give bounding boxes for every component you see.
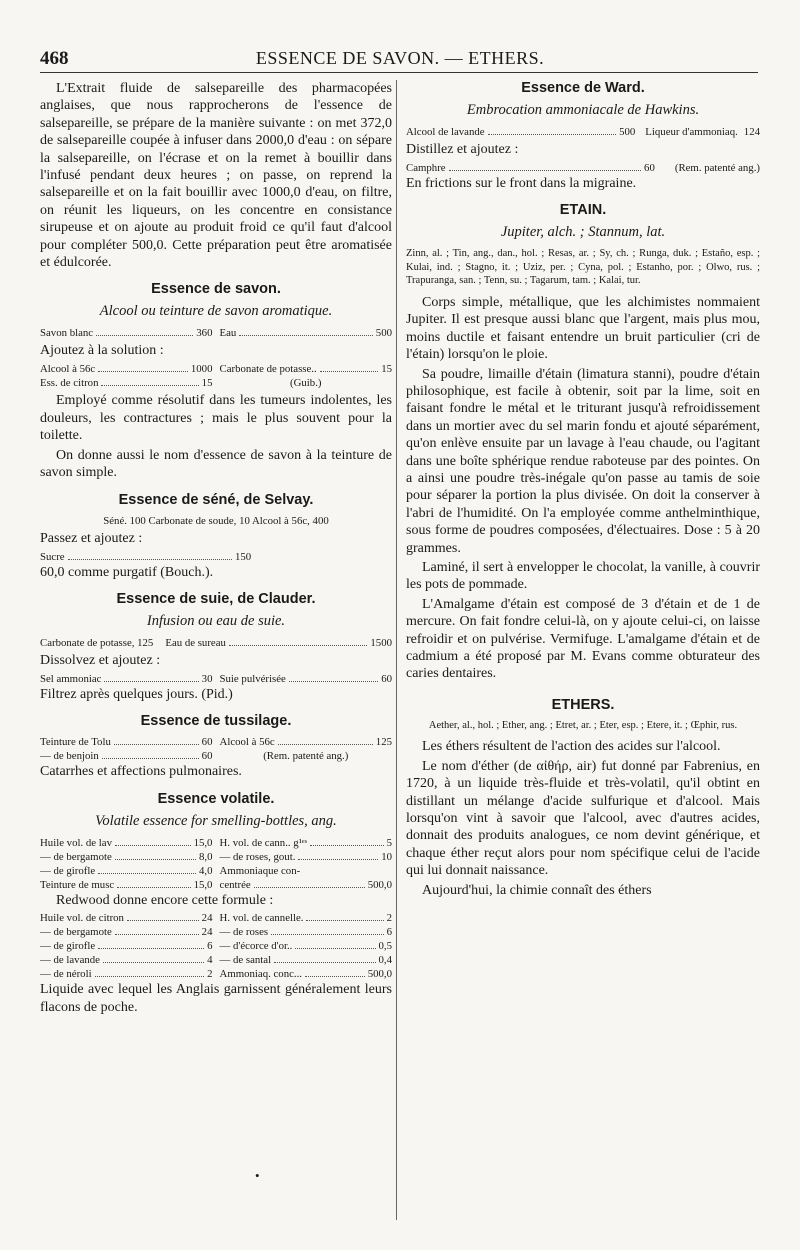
salsepareille-paragraph: L'Extrait fluide de salsepareille des pharmacopées anglaises, que nous rapprocherons de l'essence de salsepareille, se prépare de la manière suivante : on met 372,0 de salsepareille coupée à infuser dans 2000,0 d'eau : on sépare la salsepareille, on l'écrase et on la remet à bouillir dans l'infusé pendant deux heures ; on passe, on reprend la salsepareille et on la fait bouillir avec 1000,0 d'eau, on filtre, on réunit les liqueurs, on les concentre en consistance sirupeuse et on ajoute au produit froid ce qu'il faut d'alcool pour compléter 500,0. Cette préparation peut être aromatisée et édulcorée. [40, 81, 392, 271]
paragraph: 60,0 comme purgatif (Bouch.). [40, 564, 214, 580]
ingredients-sene: Séné. 100 Carbonate de soude, 10 Alcool à 56c, 400 [103, 514, 329, 527]
ingredient-row: — de girofle 6 [40, 940, 213, 953]
ingredient-row: — de lavande 4 [40, 954, 213, 967]
paragraph: Liquide avec lequel les Anglais garnissent généralement leurs flacons de poche. [40, 982, 392, 1015]
instruction-text: Distillez et ajoutez : [406, 142, 519, 157]
paragraph: Filtrez après quelques jours. (Pid.) [40, 686, 233, 702]
ingredient-row: Teinture de Tolu 60 [40, 736, 213, 749]
paragraph: Corps simple, métallique, que les alchimistes nommaient Jupiter. Il est presque aussi blanc que l'argent, mais plus mou, moins ductile et faisant entendre un bruit particulier (cri de l'étain) lorsqu'on le ploie. [406, 294, 760, 363]
ingredient-row: Alcool à 56c 125 [219, 736, 392, 749]
paragraph: Catarrhes et affections pulmonaires. [40, 764, 242, 780]
running-title: ESSENCE DE SAVON. — ETHERS. [255, 48, 545, 68]
ingredient-row: Carbonate de potasse.. 15 [219, 363, 392, 376]
section-title-sene: Essence de séné, de Selvay. [118, 491, 314, 508]
ingredient-row: — de bergamote 8,0 [40, 850, 213, 863]
ingredient-row: centrée 500,0 [219, 878, 392, 891]
section-title-ethers: ETHERS. [551, 696, 615, 713]
ingredient-row: — de néroli 2 [40, 968, 213, 981]
left-column [40, 80, 392, 1230]
ingredient-row: — de roses, gout. 10 [219, 850, 392, 863]
page-number: 468 [40, 48, 69, 69]
ingredient-row: Sel ammoniac 30 [40, 672, 213, 685]
ingredient-row: — de girofle 4,0 [40, 864, 213, 877]
section-subtitle-savon: Alcool ou teinture de savon aromatique. [99, 303, 333, 320]
paragraph: On donne aussi le nom d'essence de savon à la teinture de savon simple. [40, 447, 392, 481]
ingredient-row: Alcool à 56c 1000 [40, 363, 213, 376]
section-subtitle-volatile: Volatile essence for smelling-bottles, ang. [95, 812, 337, 829]
instruction-text: Dissolvez et ajoutez : [40, 652, 161, 668]
ingredients-tussilage [40, 735, 392, 763]
paragraph: Les éthers résultent de l'action des acides sur l'alcool. [422, 739, 721, 755]
ingredient-row: — de bergamote 24 [40, 926, 213, 939]
ingredient-row: H. vol. de cann.. g¹ᵉˢ 5 [219, 836, 392, 849]
section-title-etain: ETAIN. [559, 202, 607, 219]
section-title-tussilage: Essence de tussilage. [140, 713, 292, 730]
ingredient-row: Ammoniaq. conc... 500,0 [219, 968, 392, 981]
instruction-text: Ajoutez à la solution : [40, 343, 164, 359]
ingredient-row: Sucre 150 [40, 550, 252, 563]
right-column [406, 80, 760, 1230]
ingredient-row: — d'écorce d'or.. 0,5 [219, 940, 392, 953]
ingredient-row: Suie pulvérisée 60 [219, 672, 392, 685]
ingredient-row: — de benjoin 60 [40, 750, 213, 763]
synonyms-etain: Zinn, al. ; Tin, ang., dan., hol. ; Resas, ar. ; Sy, ch. ; Runga, duk. ; Estaño, esp. ; Kulai, ind. ; Stagno, it. ; Uziz, per. ; Cyna, pol. ; Estanho, por. ; Olwo, rus. ; Trapuranga, san. ; Tenn, su. ; Tagarum, tam. ; Kalai, tur. [406, 248, 760, 287]
section-subtitle-etain: Jupiter, alch. ; Stannum, lat. [500, 224, 666, 241]
paragraph: Aujourd'hui, la chimie connaît des éthers [422, 882, 652, 898]
section-subtitle-ward: Embrocation ammoniacale de Hawkins. [466, 102, 700, 118]
paragraph: Le nom d'éther (de αἰθήρ, air) fut donné par Fabrenius, en 1720, à un liquide très-fluide et très-volatil, qu'il obtint en distillant un mélange d'acide sulfurique et d'alcool. Mais lorsqu'on vint à savoir que l'alcool, avec d'autres acides, donnait des produits analogues, ce nom devint générique, et chaque éther reçut alors pour nom spécifique celui de l'acide qui lui donnait naissance. [406, 758, 760, 879]
paragraph: L'Amalgame d'étain est composé de 3 d'étain et de 1 de mercure. On fait fondre celui-là, on y ajoute celui-ci, on laisse refroidir et on pulvérise. Vermifuge. L'amalgame d'étain et de cadmium a été proposé par M. Evans comme obturateur des caries dentaires. [406, 596, 760, 682]
synonyms-ethers: Aether, al., hol. ; Ether, ang. ; Etret, ar. ; Eter, esp. ; Etere, it. ; Œphir, rus. [428, 719, 738, 731]
paragraph: Laminé, il sert à envelopper le chocolat, la vanille, à couvrir les pots de pommade. [406, 560, 760, 593]
source-note: (Guib.) [290, 377, 322, 390]
header-rule [40, 72, 758, 73]
section-title-volatile: Essence volatile. [157, 790, 275, 807]
ingredient-row: Camphre 60 (Rem. patenté ang.) [406, 162, 760, 174]
ingredient-row: Carbonate de potasse, 125 Eau de sureau 1500 [40, 636, 392, 649]
paragraph: En frictions sur le front dans la migraine. [406, 176, 637, 191]
ingredient-row: — de roses 6 [219, 926, 392, 939]
ingredient-row: Huile vol. de citron 24 [40, 912, 213, 925]
ingredient-row: Eau 500 [219, 327, 392, 340]
ingredients-savon-2 [40, 362, 392, 390]
paragraph: Employé comme résolutif dans les tumeurs indolentes, les douleurs, les contractures ; mais le plus souvent pour la toilette. [40, 393, 392, 444]
ingredients-volatile [40, 836, 392, 892]
paragraph: Sa poudre, limaille d'étain (limatura stanni), poudre d'étain philosophique, est facile à obtenir, soit par la lime, soit en faisant fondre le métal et le triturant jusqu'à refroidissement dans un mortier avec du sel marin fondu et ajouté séparément, qu'on enlève ensuite par un lavage à l'eau chaude, ou l'agitant dans une boîte sphérique rendue raboteuse par des pointes. On a ainsi une poudre très-inégale qu'on passe au tamis de soie pour séparer la portion la plus divisée. On doit la conserver à l'abri de l'humidité. On l'a employée comme anthelminthique, sous forme de poudres composées, d'électuaires. Dose : 5 à 20 grammes. [406, 366, 760, 556]
section-title-ward: Essence de Ward. [521, 80, 645, 96]
ingredients-redwood [40, 911, 392, 981]
paragraph: Redwood donne encore cette formule : [56, 892, 274, 908]
section-subtitle-suie: Infusion ou eau de suie. [146, 612, 286, 629]
ingredient-row: Alcool de lavande 500 Liqueur d'ammoniaq. 124 [406, 126, 760, 138]
print-mark: • [255, 1168, 260, 1183]
ingredient-row: H. vol. de cannelle. 2 [219, 912, 392, 925]
section-title-savon: Essence de savon. [151, 281, 281, 298]
source-note: (Rem. patenté ang.) [263, 750, 349, 763]
ingredients-suie-2 [40, 672, 392, 686]
ingredient-row: Ammoniaque con- [219, 864, 301, 877]
instruction-text: Passez et ajoutez : [40, 530, 143, 546]
section-title-suie: Essence de suie, de Clauder. [116, 590, 316, 607]
page-header [40, 44, 760, 72]
ingredient-row: Savon blanc 360 [40, 327, 213, 340]
ingredient-row: Huile vol. de lav 15,0 [40, 836, 213, 849]
ingredients-savon [40, 326, 392, 340]
ingredient-row: Teinture de musc 15,0 [40, 878, 213, 891]
column-divider [396, 80, 397, 1220]
ingredient-row: — de santal 0,4 [219, 954, 392, 967]
ingredient-row: Ess. de citron 15 [40, 377, 213, 390]
